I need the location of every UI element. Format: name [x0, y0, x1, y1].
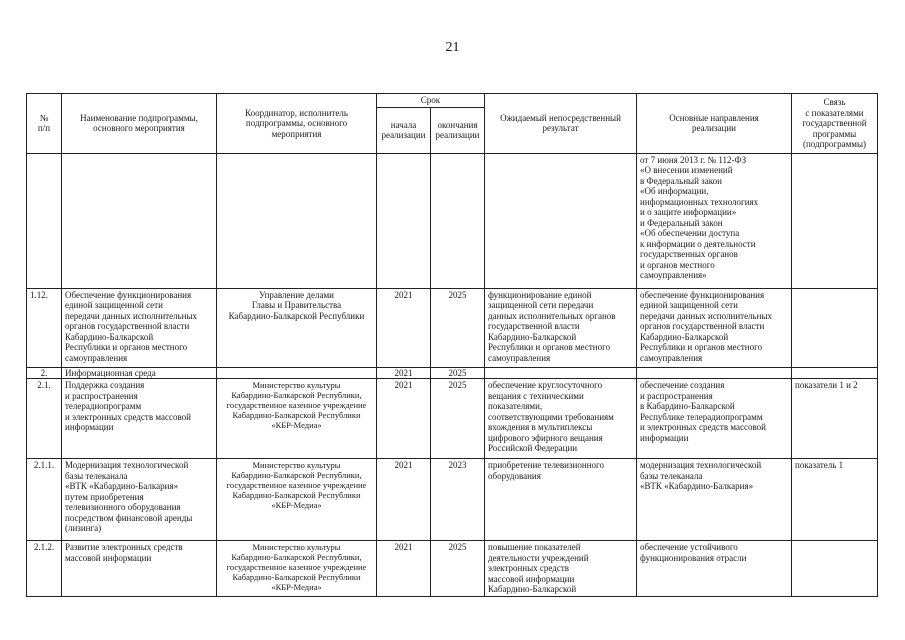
cell-name: Развитие электронных средств массовой информации	[62, 541, 217, 597]
header-end: окончания реализации	[431, 107, 485, 153]
cell-coordinator	[217, 367, 377, 379]
cell-directions	[637, 367, 792, 379]
cell-num: 1.12.	[27, 288, 62, 367]
header-term: Срок	[377, 94, 485, 108]
table-row	[27, 367, 878, 379]
cell-coordinator	[217, 153, 377, 288]
cell-end	[431, 153, 485, 288]
table-row	[27, 541, 878, 597]
cell-name: Модернизация технологической базы телеканала «ВТК «Кабардино-Балкария» путем приобретения телевизионного оборудования посредством финансовой аренды (лизинга)	[62, 459, 217, 541]
cell-result: повышение показателей деятельности учреждений электронных средств массовой информации Кабардино-Балкарской	[485, 541, 637, 597]
table-row	[27, 288, 878, 367]
cell-coordinator: Управление делами Главы и Правительства Кабардино-Балкарской Республики	[217, 288, 377, 367]
table-row	[27, 459, 878, 541]
header-name: Наименование подпрограммы, основного мероприятия	[62, 94, 217, 154]
cell-start: 2021	[377, 379, 431, 459]
cell-num: 2.1.2.	[27, 541, 62, 597]
cell-directions: обеспечение создания и распространения в Кабардино-Балкарской Республике телерадиопрограмм и электронных средств массовой информации	[637, 379, 792, 459]
cell-name: Информационная среда	[62, 367, 217, 379]
header-link: Связь с показателями государственной программы (подпрограммы)	[792, 94, 878, 154]
table-row	[27, 153, 878, 288]
cell-num	[27, 153, 62, 288]
cell-link	[792, 153, 878, 288]
cell-link	[792, 288, 878, 367]
cell-result: обеспечение круглосуточного вещания с техническими показателями, соответствующими требованиям вхождения в мультиплексы цифрового эфирного вещания Российской Федерации	[485, 379, 637, 459]
cell-name: Обеспечение функционирования единой защищенной сети передачи данных исполнительных органов государственной власти Кабардино-Балкарской Республики и органов местного самоуправления	[62, 288, 217, 367]
cell-start: 2021	[377, 541, 431, 597]
cell-coordinator: Министерство культуры Кабардино-Балкарской Республики, государственное казенное учреждение Кабардино-Балкарской Республики «КБР-Медиа»	[217, 379, 377, 459]
cell-name	[62, 153, 217, 288]
header-result: Ожидаемый непосредственный результат	[485, 94, 637, 154]
cell-end: 2023	[431, 459, 485, 541]
cell-directions: обеспечение устойчивого функционирования отрасли	[637, 541, 792, 597]
cell-directions: модернизация технологической базы телеканала «ВТК «Кабардино-Балкария»	[637, 459, 792, 541]
header-coordinator: Координатор, исполнитель подпрограммы, основного мероприятия	[217, 94, 377, 154]
cell-directions: обеспечение функционирования единой защищенной сети передачи данных исполнительных органов государственной власти Кабардино-Балкарской Республики и органов местного самоуправления	[637, 288, 792, 367]
cell-link	[792, 367, 878, 379]
cell-link: показатель 1	[792, 459, 878, 541]
cell-result	[485, 367, 637, 379]
cell-directions: от 7 июня 2013 г. № 112-ФЗ «О внесении изменений в Федеральный закон «Об информации, информационных технологиях и о защите информации» и Федеральный закон «Об обеспечении доступа к информации о деятельности государственных органов и органов местного самоуправления»	[637, 153, 792, 288]
header-directions: Основные направления реализации	[637, 94, 792, 154]
cell-start: 2021	[377, 367, 431, 379]
cell-result	[485, 153, 637, 288]
cell-num: 2.	[27, 367, 62, 379]
header-num: № п/п	[27, 94, 62, 154]
cell-result: приобретение телевизионного оборудования	[485, 459, 637, 541]
cell-end: 2025	[431, 288, 485, 367]
header-start: начала реализации	[377, 107, 431, 153]
cell-link	[792, 541, 878, 597]
cell-num: 2.1.1.	[27, 459, 62, 541]
cell-coordinator: Министерство культуры Кабардино-Балкарской Республики, государственное казенное учреждение Кабардино-Балкарской Республики «КБР-Медиа»	[217, 541, 377, 597]
cell-name: Поддержка создания и распространения телерадиопрограмм и электронных средств массовой информации	[62, 379, 217, 459]
cell-end: 2025	[431, 541, 485, 597]
cell-start: 2021	[377, 459, 431, 541]
cell-end: 2025	[431, 379, 485, 459]
cell-coordinator: Министерство культуры Кабардино-Балкарской Республики, государственное казенное учреждение Кабардино-Балкарской Республики «КБР-Медиа»	[217, 459, 377, 541]
cell-result: функционирование единой защищенной сети передачи данных исполнительных органов государственной власти Кабардино-Балкарской Республики и органов местного самоуправления	[485, 288, 637, 367]
cell-num: 2.1.	[27, 379, 62, 459]
cell-link: показатели 1 и 2	[792, 379, 878, 459]
page-number: 21	[445, 40, 460, 55]
cell-start: 2021	[377, 288, 431, 367]
program-table	[26, 93, 878, 597]
cell-end: 2025	[431, 367, 485, 379]
table-row	[27, 379, 878, 459]
cell-start	[377, 153, 431, 288]
